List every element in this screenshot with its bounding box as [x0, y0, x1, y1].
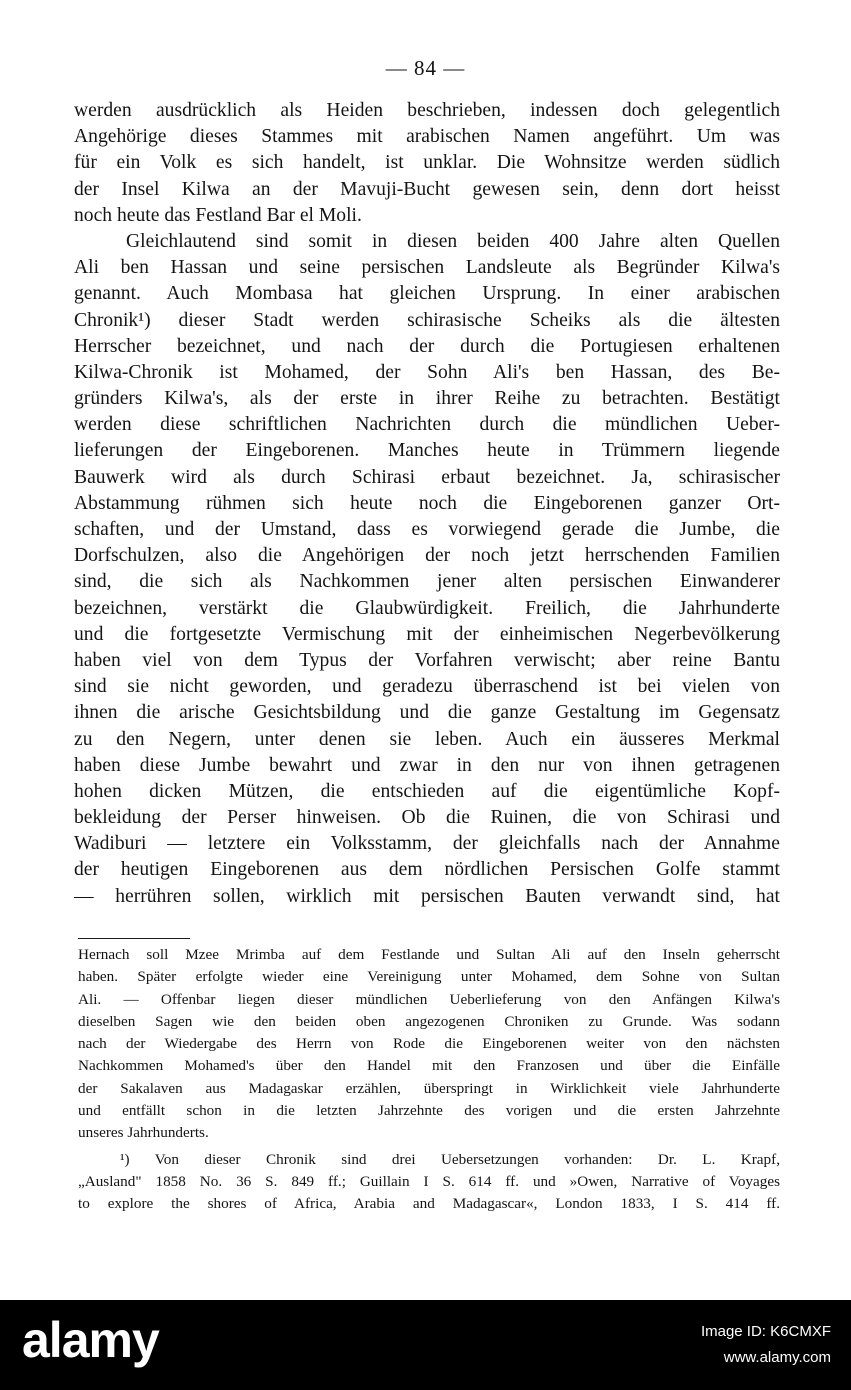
- text-line: Gleichlautend sind somit in diesen beiden 400 Jahre alten Quellen: [126, 230, 780, 252]
- footnote-divider: [78, 938, 190, 939]
- site-url: www.alamy.com: [723, 1349, 831, 1366]
- footnote-line: Hernach soll Mzee Mrimba auf dem Festlande und Sultan Ali auf den Inseln geherrscht: [78, 946, 780, 963]
- footnote-line: ¹) Von dieser Chronik sind drei Uebersetzungen vorhanden: Dr. L. Krapf,: [120, 1150, 780, 1168]
- text-line: der heutigen Eingeborenen aus dem nördlichen Persischen Golfe stammt: [74, 859, 780, 881]
- page-number: — 84 —: [385, 56, 466, 80]
- text-line: bekleidung der Perser hinweisen. Ob die Ruinen, die von Schirasi und: [74, 807, 780, 829]
- text-line: Bauwerk wird als durch Schirasi erbaut bezeichnet. Ja, schirasischer: [74, 466, 780, 488]
- alamy-logo: alamy: [22, 1312, 159, 1368]
- footnote-line: dieselben Sagen wie den beiden oben angezogenen Chroniken zu Grunde. Was sodann: [78, 1012, 780, 1030]
- text-line: Chronik¹) dieser Stadt werden schirasische Scheiks als die ältesten: [74, 309, 780, 331]
- footnote-line: Nachkommen Mohamed's über den Handel mit den Franzosen und über die Einfälle: [78, 1057, 780, 1075]
- text-line: gründers Kilwa's, als der erste in ihrer Reihe zu betrachten. Bestätigt: [74, 388, 780, 410]
- text-line: sind, die sich als Nachkommen jener alten persischen Einwanderer: [74, 571, 780, 593]
- text-line: haben diese Jumbe bewahrt und zwar in den nur von ihnen getragenen: [74, 754, 780, 776]
- watermark-banner: [0, 1300, 851, 1390]
- text-line: Dorfschulzen, also die Angehörigen der noch jetzt herrschenden Familien: [74, 545, 780, 567]
- footnote-line: Ali. — Offenbar liegen dieser mündlichen Ueberlieferung von den Anfängen Kilwa's: [78, 990, 780, 1008]
- text-line: der Insel Kilwa an der Mavuji-Bucht gewesen sein, denn dort heisst: [74, 178, 780, 200]
- text-line: zu den Negern, unter denen sie leben. Auch ein äusseres Merkmal: [74, 728, 780, 750]
- text-line: und die fortgesetzte Vermischung mit der einheimischen Negerbevölkerung: [74, 623, 780, 645]
- text-line: Kilwa-Chronik ist Mohamed, der Sohn Ali's ben Hassan, des Be-: [74, 361, 780, 383]
- footnote-line: unseres Jahrhunderts.: [78, 1124, 209, 1142]
- text-line: Wadiburi — letztere ein Volksstamm, der gleichfalls nach der Annahme: [74, 833, 780, 855]
- text-line: ihnen die arische Gesichtsbildung und die ganze Gestaltung im Gegensatz: [74, 702, 780, 724]
- text-line: Abstammung rühmen sich heute noch die Eingeborenen ganzer Ort-: [74, 492, 780, 514]
- image-id: Image ID: K6CMXF: [700, 1323, 831, 1340]
- footnote-line: der Sakalaven aus Madagaskar erzählen, überspringt in Wirklichkeit viele Jahrhunderte: [78, 1079, 780, 1097]
- footnotes: [78, 944, 780, 1216]
- text-line: werden ausdrücklich als Heiden beschrieben, indessen doch gelegentlich: [74, 100, 780, 121]
- footnote-line: haben. Später erfolgte wieder eine Vereinigung unter Mohamed, dem Sohne von Sultan: [78, 968, 780, 986]
- footnote-line: nach der Wiedergabe des Herrn von Rode die Eingeborenen weiter von den nächsten: [78, 1035, 780, 1053]
- text-line: Ali ben Hassan und seine persischen Landsleute als Begründer Kilwa's: [74, 257, 780, 279]
- text-line: noch heute das Festland Bar el Moli.: [74, 204, 362, 226]
- text-line: haben viel von dem Typus der Vorfahren verwischt; aber reine Bantu: [74, 649, 780, 671]
- text-line: hohen dicken Mützen, die entschieden auf die eigentümliche Kopf-: [74, 780, 780, 802]
- text-line: werden diese schriftlichen Nachrichten durch die mündlichen Ueber-: [74, 414, 780, 436]
- text-line: lieferungen der Eingeborenen. Manches heute in Trümmern liegende: [74, 440, 780, 462]
- text-line: schaften, und der Umstand, dass es vorwiegend gerade die Jumbe, die: [74, 519, 780, 540]
- text-line: genannt. Auch Mombasa hat gleichen Ursprung. In einer arabischen: [74, 283, 780, 305]
- text-line: sind sie nicht geworden, und geradezu überraschend ist bei vielen von: [74, 676, 780, 698]
- text-line: bezeichnen, verstärkt die Glaubwürdigkeit. Freilich, die Jahrhunderte: [74, 597, 780, 619]
- main-text: [74, 98, 780, 910]
- footnote-line: und entfällt schon in die letzten Jahrzehnte des vorigen und die ersten Jahrzehnte: [78, 1102, 780, 1120]
- text-line: — herrühren sollen, wirklich mit persischen Bauten verwandt sind, hat: [74, 885, 780, 907]
- footnote-line: „Ausland" 1858 No. 36 S. 849 ff.; Guillain I S. 614 ff. und »Owen, Narrative of Voyages: [78, 1172, 780, 1190]
- text-line: Angehörige dieses Stammes mit arabischen Namen angeführt. Um was: [74, 126, 780, 148]
- text-line: für ein Volk es sich handelt, ist unklar. Die Wohnsitze werden südlich: [74, 152, 780, 174]
- text-line: Herrscher bezeichnet, und nach der durch die Portugiesen erhaltenen: [74, 335, 780, 357]
- footnote-line: to explore the shores of Africa, Arabia and Madagascar«, London 1833, I S. 414 ff.: [78, 1195, 780, 1213]
